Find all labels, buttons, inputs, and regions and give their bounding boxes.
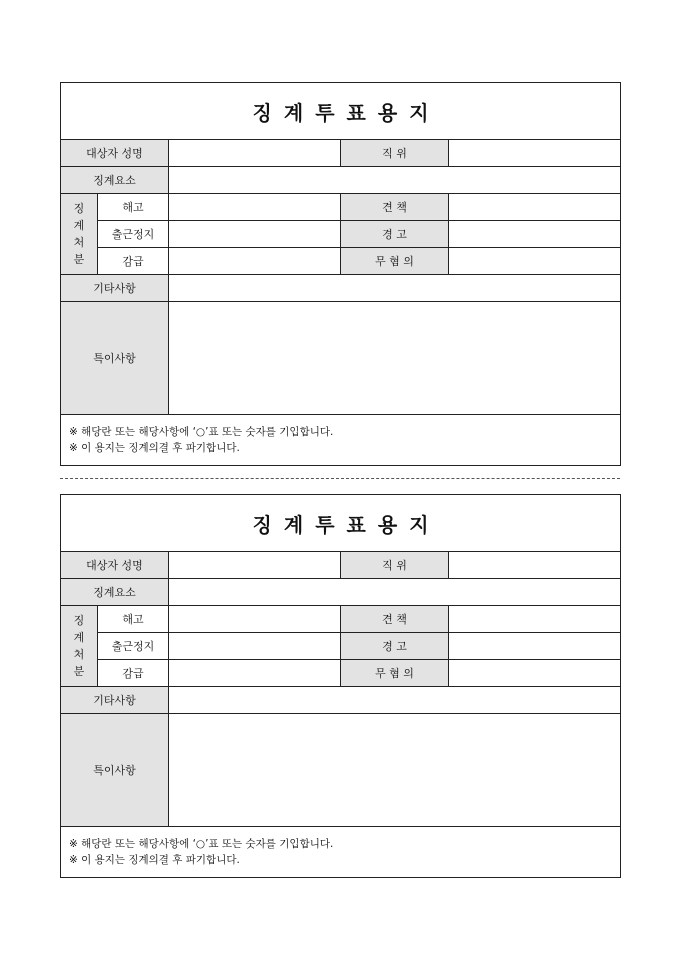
note-line: ※ 해당란 또는 해당사항에 ‘○’표 또는 숫자를 기입합니다. — [69, 838, 334, 850]
ballot-table — [60, 82, 621, 466]
no-objection-field[interactable] — [449, 248, 621, 275]
disposition-char: 계 — [73, 219, 85, 232]
disposition-char: 징 — [73, 614, 85, 627]
note-line: ※ 해당란 또는 해당사항에 ‘○’표 또는 숫자를 기입합니다. — [69, 426, 334, 438]
form-title — [61, 495, 621, 552]
suspension-field[interactable] — [169, 221, 341, 248]
no-objection-label: 무 혐 의 — [341, 660, 449, 687]
disposition-char: 계 — [73, 631, 85, 644]
special-label: 특이사항 — [61, 714, 169, 827]
special-field[interactable] — [169, 714, 621, 827]
form-notes — [61, 415, 621, 466]
title-char: 투 — [315, 512, 335, 537]
target-name-label: 대상자 성명 — [61, 552, 169, 579]
title-char: 지 — [409, 512, 429, 537]
disposition-char: 분 — [73, 665, 85, 678]
title-char: 투 — [315, 100, 335, 125]
pay-cut-label: 감급 — [98, 660, 169, 687]
no-objection-label: 무 혐 의 — [341, 248, 449, 275]
position-field[interactable] — [449, 552, 621, 579]
title-char: 계 — [283, 512, 304, 537]
discipline-factor-field[interactable] — [169, 579, 621, 606]
reprimand-label: 견 책 — [341, 194, 449, 221]
pay-cut-field[interactable] — [169, 660, 341, 687]
note-line: ※ 이 용지는 징계의결 후 파기합니다. — [69, 442, 240, 454]
title-char: 지 — [409, 100, 429, 125]
special-label: 특이사항 — [61, 302, 169, 415]
title-char: 용 — [377, 100, 398, 125]
warning-field[interactable] — [449, 221, 621, 248]
disposition-label — [61, 194, 98, 275]
disposition-char: 처 — [73, 236, 85, 249]
disposition-char: 처 — [73, 648, 85, 661]
title-char: 징 — [252, 512, 272, 537]
warning-label: 경 고 — [341, 221, 449, 248]
other-field[interactable] — [169, 275, 621, 302]
discipline-factor-label: 징계요소 — [61, 167, 169, 194]
form-notes — [61, 827, 621, 878]
position-field[interactable] — [449, 140, 621, 167]
no-objection-field[interactable] — [449, 660, 621, 687]
position-label: 직 위 — [341, 552, 449, 579]
reprimand-label: 견 책 — [341, 606, 449, 633]
title-char: 표 — [346, 100, 366, 125]
pay-cut-label: 감급 — [98, 248, 169, 275]
reprimand-field[interactable] — [449, 194, 621, 221]
suspension-label: 출근정지 — [98, 221, 169, 248]
ballot-table — [60, 494, 621, 878]
target-name-label: 대상자 성명 — [61, 140, 169, 167]
title-char: 용 — [377, 512, 398, 537]
target-name-field[interactable] — [169, 552, 341, 579]
dismissal-field[interactable] — [169, 194, 341, 221]
suspension-field[interactable] — [169, 633, 341, 660]
dismissal-label: 해고 — [98, 606, 169, 633]
position-label: 직 위 — [341, 140, 449, 167]
title-char: 계 — [283, 100, 304, 125]
title-char: 표 — [346, 512, 366, 537]
title-char: 징 — [252, 100, 272, 125]
warning-field[interactable] — [449, 633, 621, 660]
ballot-form-2 — [60, 494, 620, 878]
note-line: ※ 이 용지는 징계의결 후 파기합니다. — [69, 854, 240, 866]
cut-line-divider — [60, 478, 620, 479]
ballot-form-1 — [60, 82, 620, 466]
suspension-label: 출근정지 — [98, 633, 169, 660]
other-field[interactable] — [169, 687, 621, 714]
dismissal-field[interactable] — [169, 606, 341, 633]
other-label: 기타사항 — [61, 687, 169, 714]
form-title — [61, 83, 621, 140]
pay-cut-field[interactable] — [169, 248, 341, 275]
other-label: 기타사항 — [61, 275, 169, 302]
warning-label: 경 고 — [341, 633, 449, 660]
disposition-char: 징 — [73, 202, 85, 215]
special-field[interactable] — [169, 302, 621, 415]
discipline-factor-field[interactable] — [169, 167, 621, 194]
reprimand-field[interactable] — [449, 606, 621, 633]
disposition-label — [61, 606, 98, 687]
discipline-factor-label: 징계요소 — [61, 579, 169, 606]
target-name-field[interactable] — [169, 140, 341, 167]
dismissal-label: 해고 — [98, 194, 169, 221]
disposition-char: 분 — [73, 253, 85, 266]
